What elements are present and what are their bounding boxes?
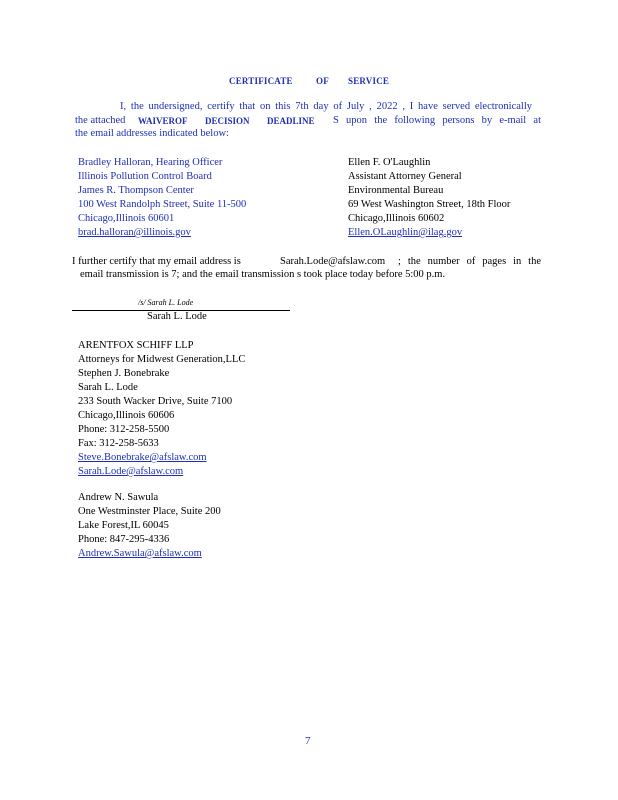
second-attorney-phone: Phone: 847-295-4336 <box>78 534 170 545</box>
left-contact-email-link[interactable]: brad.halloran@illinois.gov <box>78 227 191 238</box>
second-attorney-block <box>78 491 221 561</box>
intro-line-3: the email addresses indicated below: <box>75 128 229 139</box>
firm-city: Chicago,Illinois 60606 <box>78 410 175 421</box>
document-title-part-3: DEADLINE <box>267 116 315 126</box>
left-contact-name: Bradley Halloran, Hearing Officer <box>78 157 223 168</box>
signer-printed-name: Sarah L. Lode <box>147 311 207 322</box>
second-attorney-street: One Westminster Place, Suite 200 <box>78 506 221 517</box>
right-contact-street: 69 West Washington Street, 18th Floor <box>348 199 511 210</box>
firm-attorney-2: Sarah L. Lode <box>78 382 138 393</box>
left-contact-building: James R. Thompson Center <box>78 185 194 196</box>
firm-phone: Phone: 312-258-5500 <box>78 424 170 435</box>
left-contact-org: Illinois Pollution Control Board <box>78 171 212 182</box>
firm-email-1-link[interactable]: Steve.Bonebrake@afslaw.com <box>78 452 207 463</box>
left-contact-street: 100 West Randolph Street, Suite 11-500 <box>78 199 247 210</box>
document-title-part-1: WAIVEROF <box>138 116 188 126</box>
title-word-of: OF <box>316 76 329 86</box>
second-attorney-name: Andrew N. Sawula <box>78 492 159 503</box>
right-contact-bureau: Environmental Bureau <box>348 185 444 196</box>
firm-role: Attorneys for Midwest Generation,LLC <box>78 354 246 365</box>
second-attorney-city: Lake Forest,IL 60045 <box>78 520 169 531</box>
electronic-signature: /s/ Sarah L. Lode <box>138 298 194 307</box>
page-number: 7 <box>305 735 311 747</box>
left-contact <box>78 156 246 240</box>
second-attorney-email-link[interactable]: Andrew.Sawula@afslaw.com <box>78 548 202 559</box>
intro-line-2-post: S upon the following persons by e-mail at <box>333 115 541 126</box>
intro-line-1: I, the undersigned, certify that on this 7th day of July , 2022 , I have served electronically <box>120 101 532 112</box>
firm-name: ARENTFOX SCHIFF LLP <box>78 340 194 351</box>
firm-street: 233 South Wacker Drive, Suite 7100 <box>78 396 233 407</box>
further-line-2: email transmission is 7; and the email transmission s took place today before 5:00 p.m. <box>80 269 446 280</box>
further-line-1-pre: I further certify that my email address is <box>72 256 241 267</box>
title-word-service: SERVICE <box>348 76 390 86</box>
firm-email-2-link[interactable]: Sarah.Lode@afslaw.com <box>78 466 184 477</box>
document-title-part-2: DECISION <box>205 116 250 126</box>
further-line-1-post: ; the number of pages in the <box>398 256 541 267</box>
title-word-certificate: CERTIFICATE <box>229 76 293 86</box>
further-email: Sarah.Lode@afslaw.com <box>280 256 386 267</box>
right-contact-title: Assistant Attorney General <box>348 171 462 182</box>
firm-attorney-1: Stephen J. Bonebrake <box>78 368 170 379</box>
right-contact <box>348 156 510 240</box>
intro-line-2-pre: the attached <box>75 115 126 126</box>
left-contact-city: Chicago,Illinois 60601 <box>78 213 175 224</box>
right-contact-name: Ellen F. O'Laughlin <box>348 157 431 168</box>
firm-block <box>78 339 245 479</box>
right-contact-email-link[interactable]: Ellen.OLaughlin@ilag.gov <box>348 227 463 238</box>
right-contact-city: Chicago,Illinois 60602 <box>348 213 445 224</box>
firm-fax: Fax: 312-258-5633 <box>78 438 159 449</box>
